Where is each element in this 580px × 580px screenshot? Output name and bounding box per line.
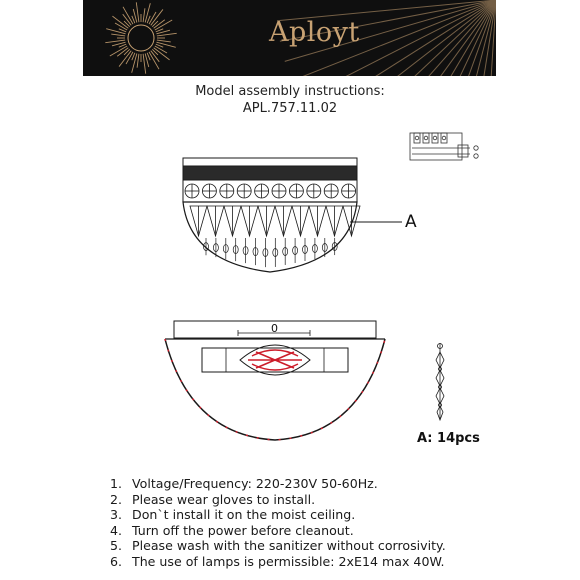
list-item: 1. Voltage/Frequency: 220-230V 50-60Hz. [110,476,378,491]
wall-lamp-top-icon [165,321,385,440]
list-item: 2. Please wear gloves to install. [110,491,316,507]
list-item: 3. Don`t install it on the moist ceiling. [110,507,356,523]
list-item: 5. Please wash with the sanitizer without corrosivity. [110,538,446,554]
width-marker-label: 0 [271,322,278,335]
list-item: 4. Turn off the power before cleanout. [110,522,354,538]
model-number: APL.757.11.02 [242,101,338,116]
document-title: Model assembly instructions: [195,84,385,99]
wall-lamp-front-icon [183,158,402,272]
list-item: 6. The use of lamps is permissible: 2xE14 max 40W. [110,553,445,569]
wiring-block-icon [410,133,478,160]
crystal-pendant-icon [436,343,444,420]
brand-name: Aployt [269,17,360,48]
callout-label-a: A [405,212,417,232]
instruction-list [110,476,446,570]
part-quantity-label: A: 14pcs [417,431,480,446]
